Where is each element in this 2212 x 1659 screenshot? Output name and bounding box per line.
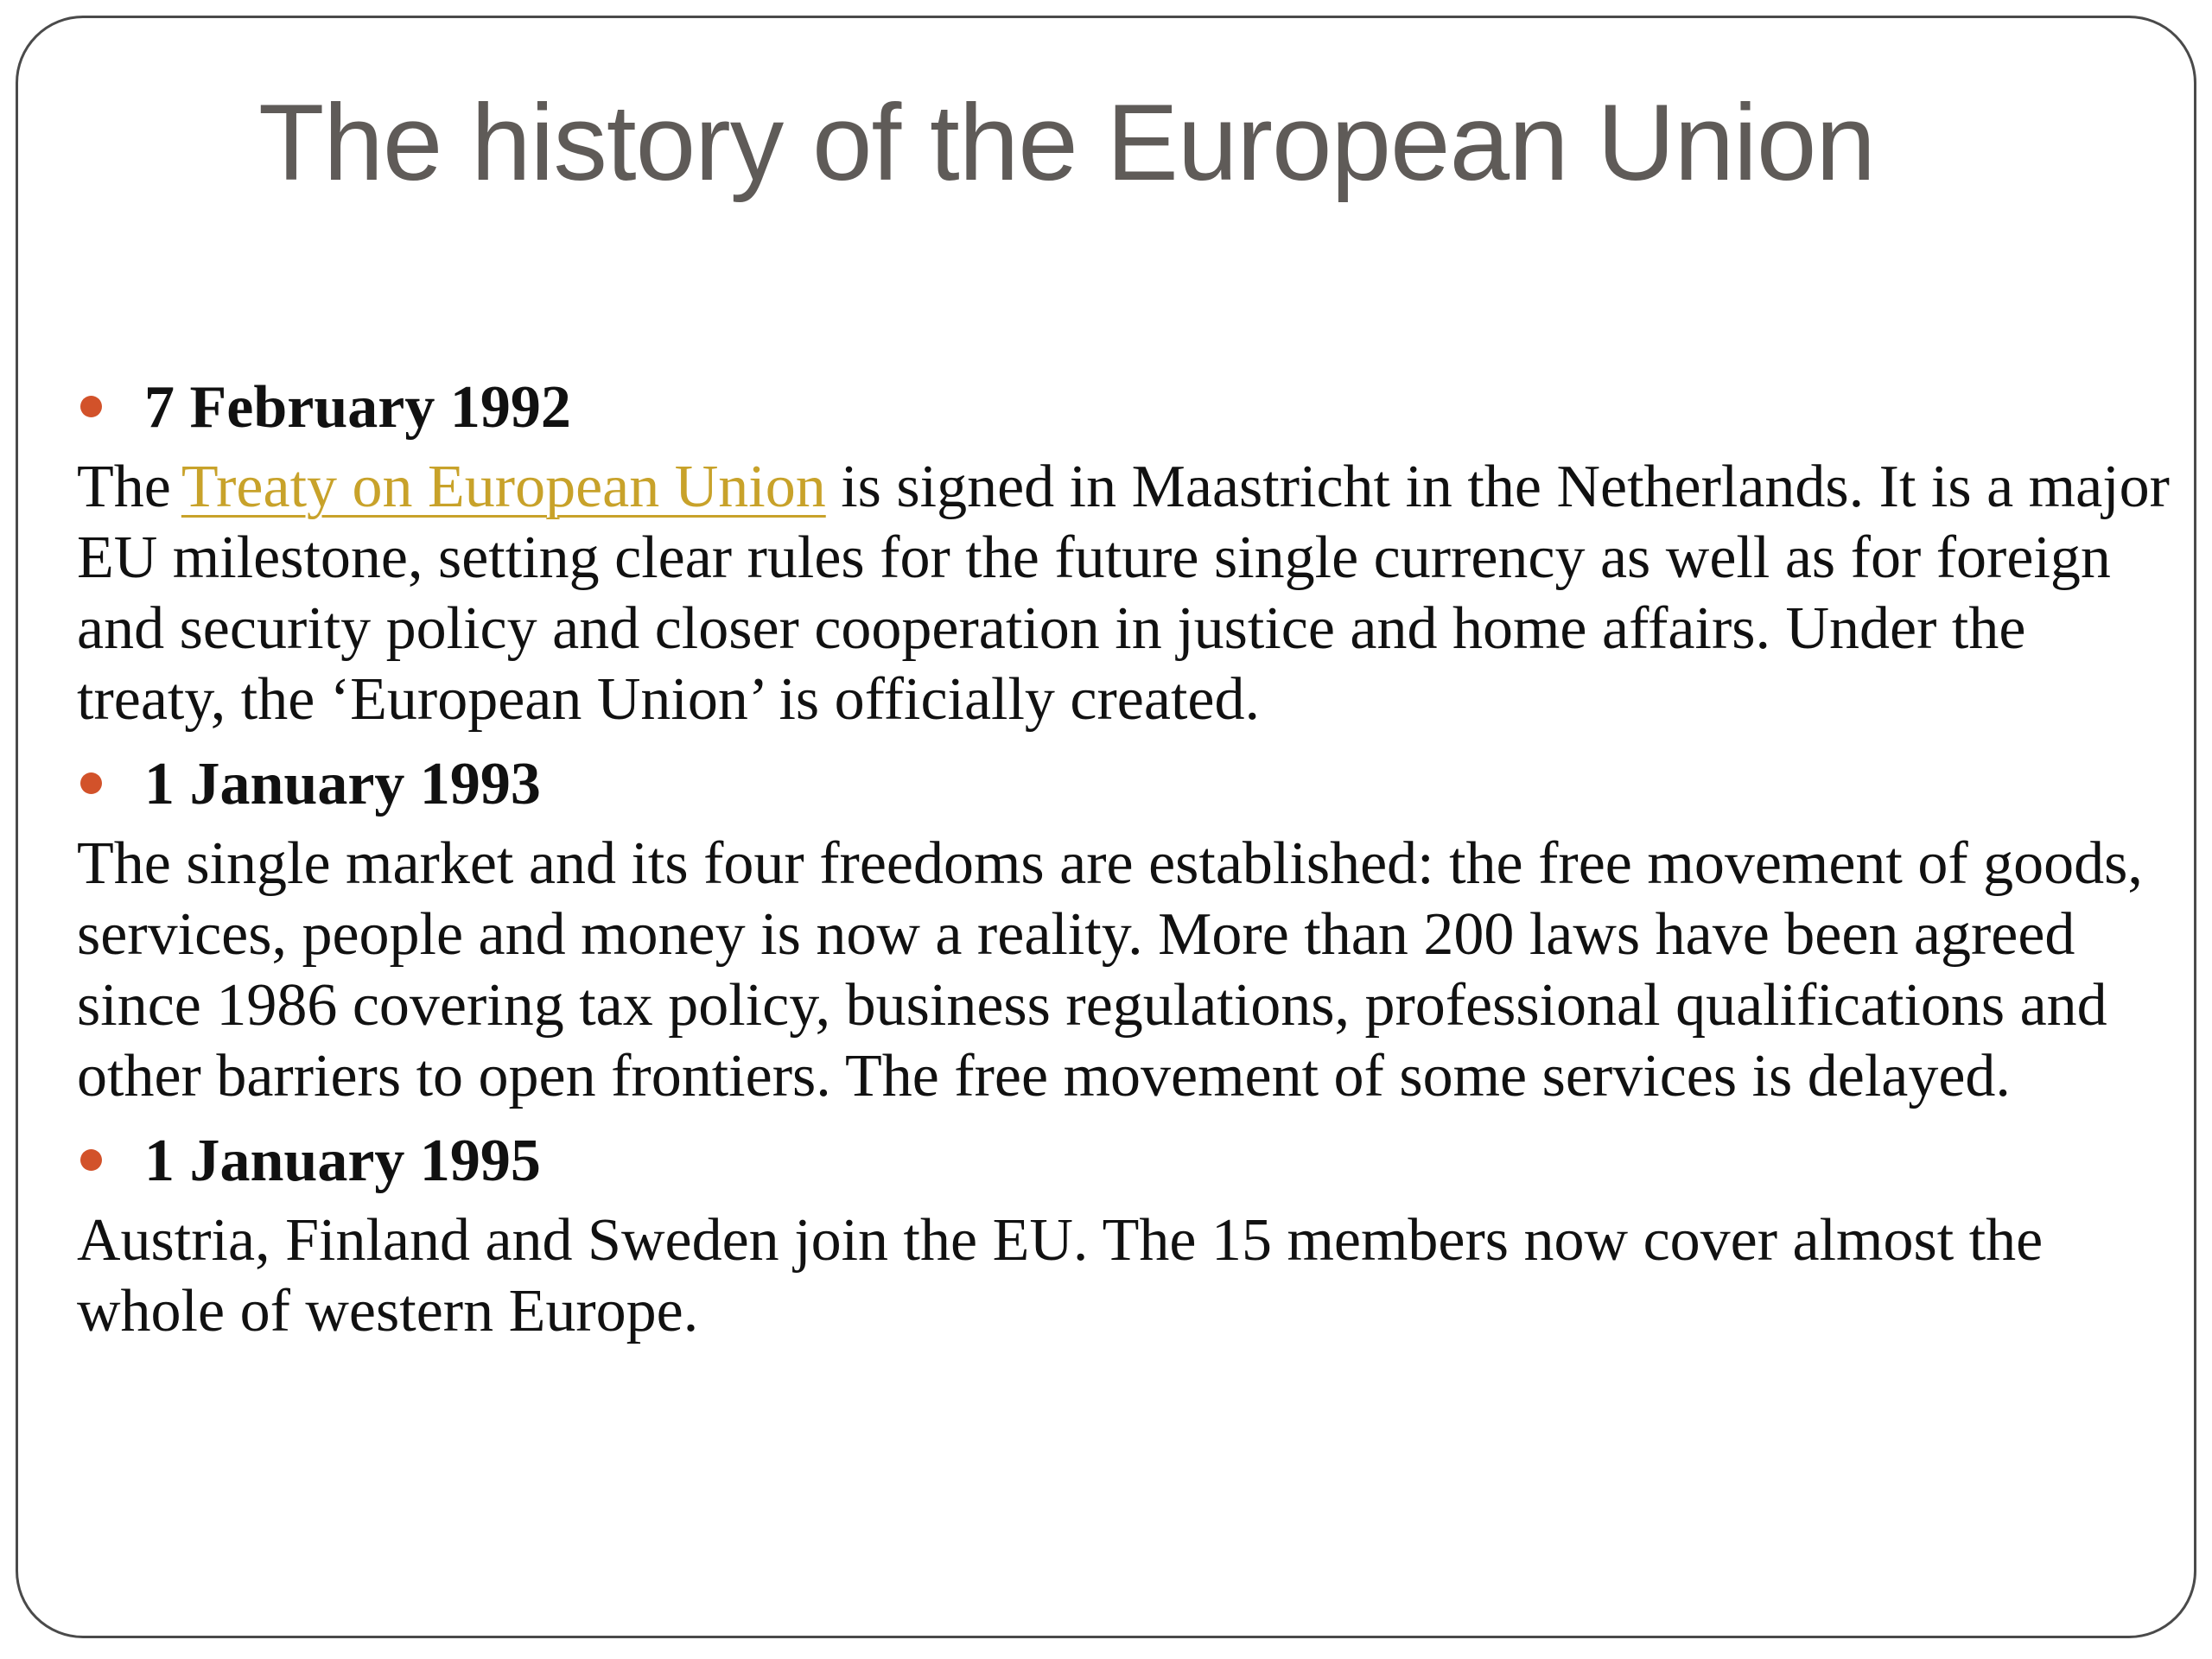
slide-title: The history of the European Union (258, 83, 1875, 203)
treaty-on-european-union-link[interactable]: Treaty on European Union (181, 454, 826, 520)
entry-description (77, 452, 2185, 735)
bullet-dot-icon (80, 772, 102, 794)
entry-date-heading (77, 741, 2185, 829)
entry-description: The single market and its four freedoms are established: the free movement of goods, services, people and money is now a reality. More than 200 laws have been agreed since 1986 covering tax policy, business regulations, professional qualifications and other barriers to open frontiers. The free movement of some services is delayed. (77, 830, 2143, 1109)
timeline-list (77, 364, 2185, 1352)
timeline-entry (77, 364, 2185, 735)
entry-description: Austria, Finland and Sweden join the EU. The 15 members now cover almost the whole of western Europe. (77, 1207, 2044, 1344)
entry-date: 1 January 1995 (144, 1128, 541, 1194)
bullet-dot-icon (80, 396, 102, 417)
slide-frame (16, 16, 2196, 1638)
bullet-dot-icon (80, 1149, 102, 1171)
entry-date: 1 January 1993 (144, 751, 541, 817)
entry-text-before-link: The (77, 454, 171, 520)
entry-date-heading (77, 364, 2185, 452)
timeline-entry (77, 741, 2185, 1112)
entry-text-after-link: is signed in Maastricht in the Netherlands. It is a major EU milestone, setting clear rules for the future single currency as well as for foreign and security policy and closer cooperation in justice and home affairs. Under the treaty, the ‘European Union’ is officially created. (77, 454, 2170, 733)
timeline-entry (77, 1117, 2185, 1347)
entry-date: 7 February 1992 (144, 374, 571, 441)
entry-date-heading (77, 1117, 2185, 1205)
